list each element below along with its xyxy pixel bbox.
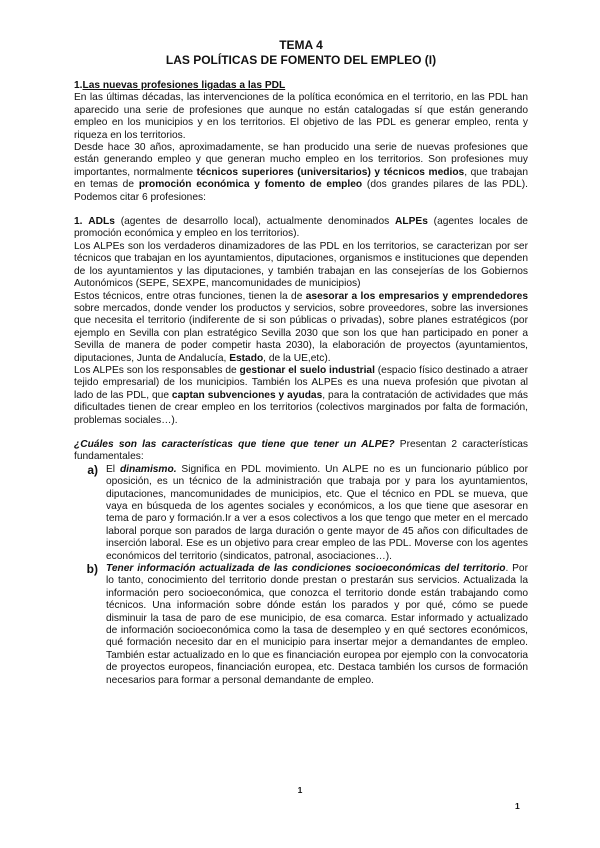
bold-phrase: Estado xyxy=(229,352,264,364)
page-number-right: 1 xyxy=(515,801,520,811)
adl-heading-paragraph: 1. ADLs (agentes de desarrollo local), actualmente denominados ALPEs (agentes locales de promoción económica y empleo en los territorios). xyxy=(74,216,528,240)
section-title: Las nuevas profesiones ligadas a las PDL xyxy=(82,80,286,91)
bold-phrase: asesorar a los empresarios y emprendedores xyxy=(305,290,528,302)
list-item xyxy=(74,464,528,563)
bold-phrase: técnicos superiores (universitarios) y técnicos medios xyxy=(196,166,465,178)
question-text: ¿Cuáles son las características que tiene que tener un ALPE? xyxy=(74,438,395,450)
page-title: LAS POLÍTICAS DE FOMENTO DEL EMPLEO (I) xyxy=(165,53,437,67)
adl-number: 1. xyxy=(74,216,83,228)
paragraph-intro: En las últimas décadas, las intervenciones de la política económica en el territorio, en las PDL han aparecido una serie de profesiones que aunque no están catalogadas sí que están generando empleo en los municipios y en los territorios. El objetivo de las PDL es generar empleo, renta y riqueza en los territorios. xyxy=(74,92,528,141)
characteristics-question: ¿Cuáles son las características que tiene que tener un ALPE? Presentan 2 características fundamentales: xyxy=(74,438,528,463)
section-heading xyxy=(74,80,528,92)
page-number-center: 1 xyxy=(297,785,303,795)
topic-number: TEMA 4 xyxy=(279,38,323,52)
paragraph-professions: Desde hace 30 años, aproximadamente, se han producido una serie de nuevas profesiones que están generando empleo y que generan mucho empleo en los territorios. Son profesiones muy importantes, normalmente técnicos superiores (universitarios) y técnicos medios, que trabajan en temas de promoción económica y fomento de empleo (dos grandes pilares de las PDL). Podemos citar 6 profesiones: xyxy=(74,142,529,203)
alpe-paragraph-3: Los ALPEs son los responsables de gestionar el suelo industrial (espacio físico destinado a atraer tejido empresarial) de los municipios. También los ALPEs es una nueva profesión que pivotan al lado de las PDL, que captan subvenciones y ayudas, para la contratación de actividades que más dificultades tienen de crear empleo en los territorios (colectivos marginados por falta de formación, problemas sociales…). xyxy=(74,364,528,426)
alpe-paragraph-1: Los ALPEs son los verdaderos dinamizadores de las PDL en los territorios, se caracterizan por ser técnicos que trabajan en los ayuntamientos, diputaciones, organismos e instituciones que dependen de los ayuntamientos y las diputaciones, y también trabajan en las consejerías de los Gobiernos Autonómicos (SEPE, SEXPE, mancomunidades de municipios) xyxy=(74,240,528,290)
adl-term: ADLs xyxy=(88,216,115,228)
list-body: El dinamismo. Significa en PDL movimiento. Un ALPE no es un funcionario público por oposición, es un técnico de la administración que trabaja por y para los ayuntamientos, diputaciones, mancomunidades de municipios, etc. Que el técnico en PDL se mueva, que vaya en búsqueda de los agentes sociales y económicos, a los que tiene que asesorar en tema de paro y formación.Ir a ver a esos colectivos a los que tengo que meter en el mercado laboral porque son parados de larga duración o gente mayor de 45 años con dificultades de inserción laboral. Ese es un objetivo para crear empleo de las PDL. Moverse con los agentes económicos del territorio (sindicatos, patronal, asociaciones…). xyxy=(106,463,528,562)
list-letter: b) xyxy=(86,562,98,577)
section-number: 1. xyxy=(74,80,83,91)
list-term: Tener información actualizada de las condiciones socioeconómicas del territorio xyxy=(106,563,506,575)
alpe-term: ALPEs xyxy=(395,216,428,228)
bold-phrase: gestionar el suelo industrial xyxy=(239,364,375,376)
list-item xyxy=(74,563,528,687)
list-body: Tener información actualizada de las condiciones socioeconómicas del territorio. Por lo tanto, conocimiento del territorio donde prestan o prestarán sus servicios. Actualizada la información pero socioeconómica, que conozca el territorio donde están trabajando como técnicos. Una información sobre dónde están los parados y por qué, cómo se puede disminuir la tasa de paro de ese municipio, de esa comarca. Estar informado y actualizado de información socioeconómica como la tasa de desempleo y en qué sectores económicos, qué formación necesito dar en el municipio para insertar mejor a demandantes de empleo. También estar actualizado en lo que es financiación europea por ejemplo con la convocatoria de proyectos europeos, financiación europea, etc. Destaca también los cursos de formación necesarios para formar a personal demandante de empleo. xyxy=(106,563,528,686)
bold-phrase: promoción económica y fomento de empleo xyxy=(138,179,363,191)
alpe-paragraph-2: Estos técnicos, entre otras funciones, tienen la de asesorar a los empresarios y emprendedores sobre mercados, donde vender los productos y servicios, sobre proveedores, sobre las inversiones que necesita el territorio (indiferente de si son públicas o privadas), sobre planes estratégicos (por ejemplo en Sevilla con plan estratégico Sevilla 2030 que son los que han participado en poner a Sevilla de manera de poder competir hasta 2030), la elaboración de proyectos (ayuntamientos, diputaciones, Junta de Andalucía, Estado, de la UE,etc). xyxy=(74,290,528,364)
list-letter: a) xyxy=(87,462,98,477)
bold-phrase: captan subvenciones y ayudas xyxy=(171,389,323,401)
document-content xyxy=(74,38,528,687)
list-term: dinamismo. xyxy=(119,463,177,475)
